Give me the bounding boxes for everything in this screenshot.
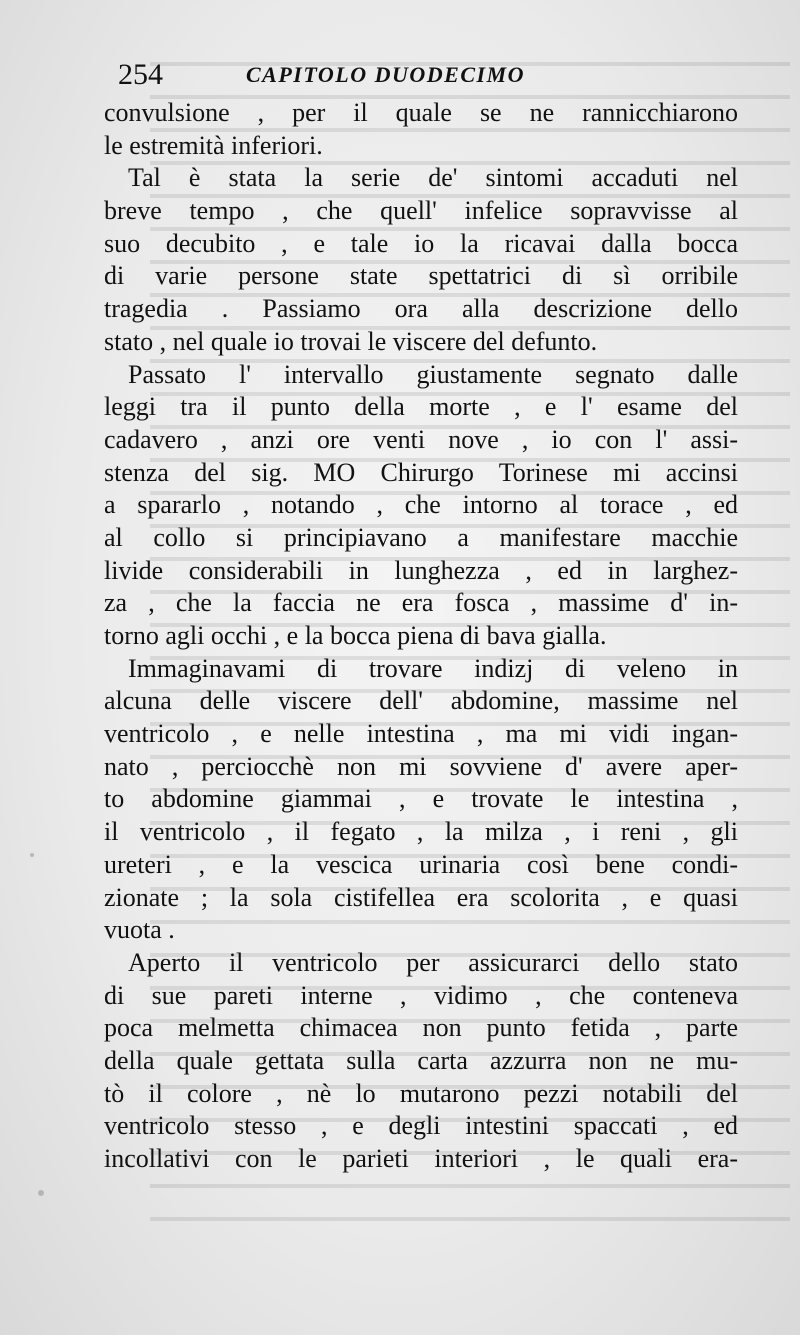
text-line: breve tempo , che quell' infelice sopravvisse al (104, 196, 738, 226)
text-line: leggi tra il punto della morte , e l' esame del (104, 392, 738, 422)
text-line: ureteri , e la vescica urinaria così bene condi- (104, 849, 738, 879)
text-line: convulsione , per il quale se ne rannicchiarono (104, 98, 738, 127)
text-line: stato , nel quale io trovai le viscere del defunto. (104, 326, 598, 356)
text-line: Immaginavami di trovare indizj di veleno in (128, 653, 738, 683)
paper-speck (30, 853, 34, 857)
page-number: 254 (118, 58, 163, 91)
text-line: vuota . (104, 915, 175, 945)
text-line: livide considerabili in lunghezza , ed in larghez- (104, 555, 738, 585)
text-line: il ventricolo , il fegato , la milza , i reni , gli (104, 817, 738, 847)
text-line: alcuna delle viscere dell' abdomine, massime nel (104, 686, 738, 716)
text-line: nato , perciocchè non mi sovviene d' avere aper- (104, 751, 738, 781)
text-line: tragedia . Passiamo ora alla descrizione dello (104, 294, 738, 324)
text-line: ventricolo , e nelle intestina , ma mi vidi ingan- (104, 719, 738, 749)
text-line: della quale gettata sulla carta azzurra non ne mu- (104, 1045, 738, 1075)
text-line: di varie persone state spettatrici di sì orribile (104, 261, 738, 291)
text-line: Aperto il ventricolo per assicurarci dello stato (128, 947, 738, 977)
text-line: zionate ; la sola cistifellea era scolorita , e quasi (104, 882, 738, 912)
text-line: le estremità inferiori. (104, 130, 323, 160)
text-line: to abdomine giammai , e trovate le intestina , (104, 784, 738, 814)
paper-speck (38, 1190, 44, 1196)
text-line: Passato l' intervallo giustamente segnato dalle (128, 359, 738, 389)
text-line: a spararlo , notando , che intorno al torace , ed (104, 490, 738, 520)
text-line: al collo si principiavano a manifestare macchie (104, 522, 738, 552)
text-line: ventricolo stesso , e degli intestini spaccati , ed (104, 1111, 738, 1141)
text-line: poca melmetta chimacea non punto fetida , parte (104, 1013, 738, 1043)
text-line: tò il colore , nè lo mutarono pezzi notabili del (104, 1078, 738, 1108)
body-text (104, 97, 738, 1176)
text-line: suo decubito , e tale io la ricavai dalla bocca (104, 228, 738, 258)
text-line: cadavero , anzi ore venti nove , io con l' assi- (104, 424, 738, 454)
page-header (118, 58, 718, 94)
text-line: incollativi con le parieti interiori , le quali era- (104, 1144, 738, 1173)
text-line: di sue pareti interne , vidimo , che conteneva (104, 980, 738, 1010)
text-line: za , che la faccia ne era fosca , massime d' in- (104, 588, 738, 618)
text-line: torno agli occhi , e la bocca piena di bava gialla. (104, 621, 607, 650)
text-line: stenza del sig. MO Chirurgo Torinese mi accinsi (104, 457, 738, 487)
text-line: Tal è stata la serie de' sintomi accaduti nel (128, 163, 738, 193)
running-head: CAPITOLO DUODECIMO (246, 62, 526, 87)
